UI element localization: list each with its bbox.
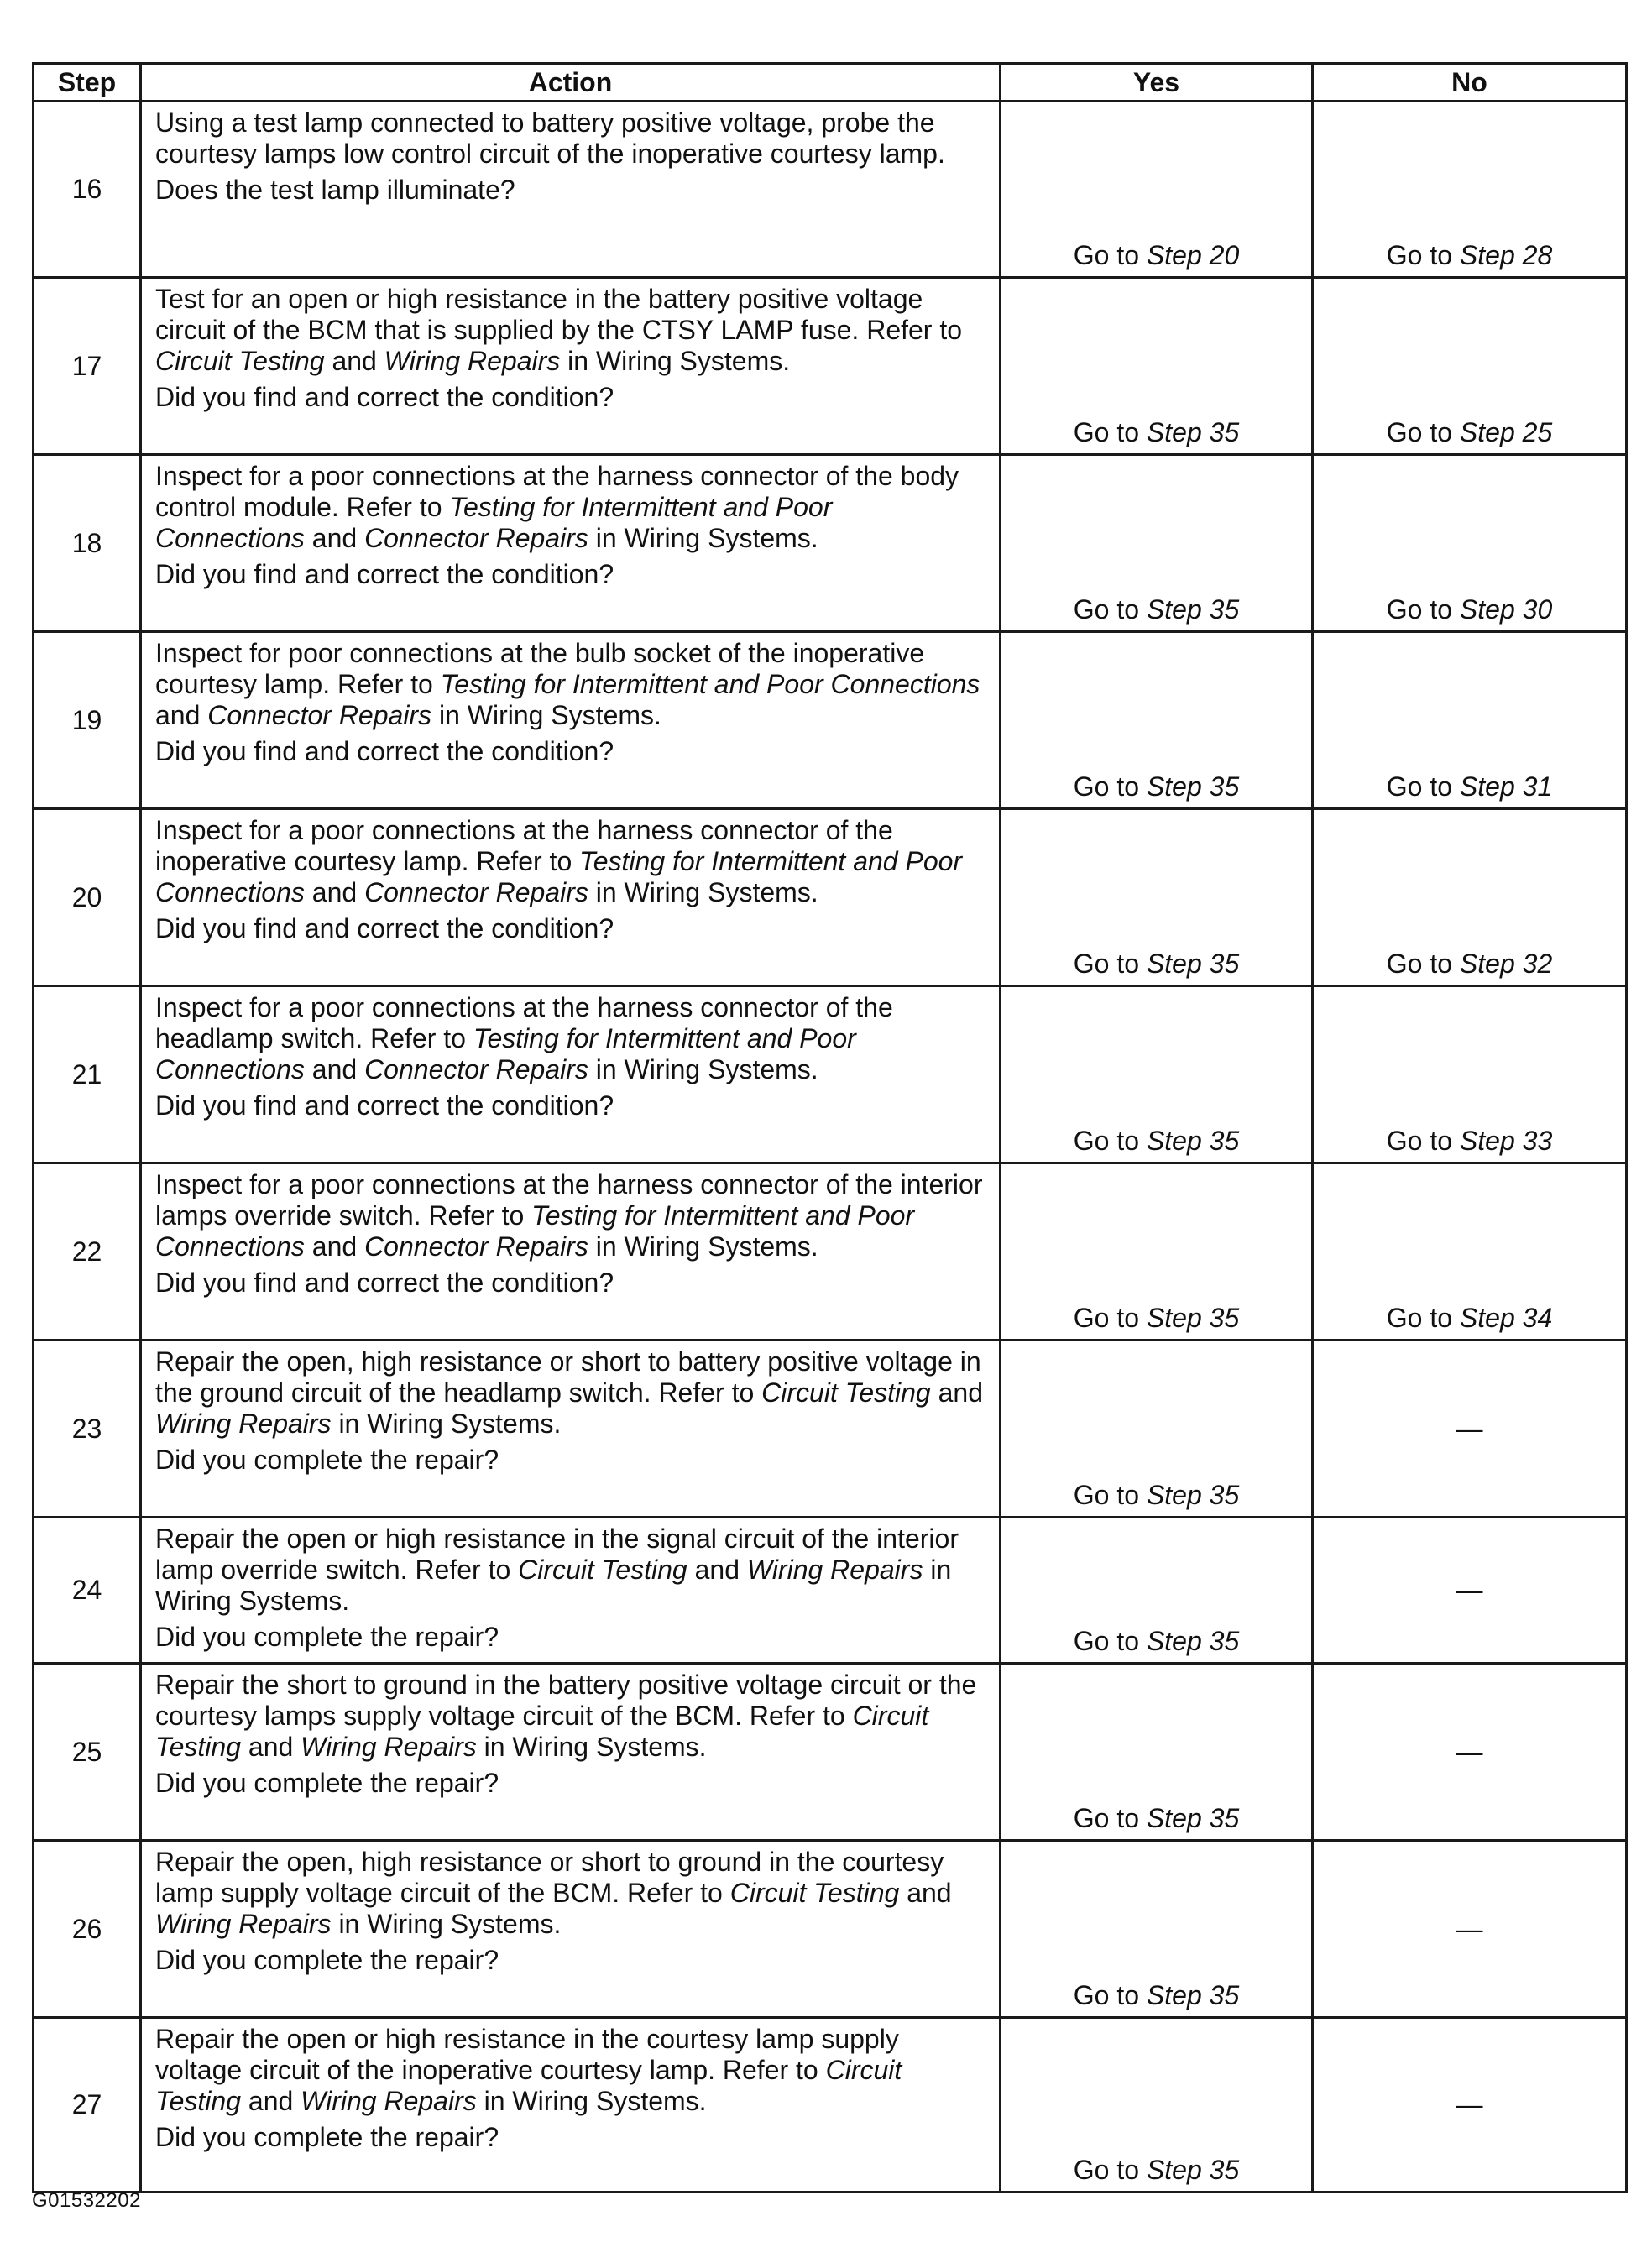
- step-number: 24: [34, 1518, 141, 1664]
- reference-link-text: Circuit Testing: [155, 1701, 929, 1762]
- goto-prefix: Go to: [1073, 1980, 1147, 2010]
- goto-step-reference: Step 32: [1459, 949, 1553, 979]
- action-text: in Wiring Systems.: [331, 1408, 562, 1439]
- action-cell: [141, 632, 1001, 809]
- no-cell: [1313, 1163, 1627, 1341]
- step-number: 26: [34, 1841, 141, 2018]
- table-row: [34, 102, 1627, 278]
- step-number: 21: [34, 986, 141, 1163]
- action-text: in Wiring Systems.: [476, 1732, 707, 1762]
- table-row: [34, 1163, 1627, 1341]
- reference-link-text: Wiring Repairs: [301, 1732, 477, 1762]
- table-row: [34, 809, 1627, 986]
- action-question: Did you complete the repair?: [155, 2122, 499, 2152]
- action-text: Repair the open, high resistance or short to ground in the courtesy lamp supply voltage circuit of the BCM. Refer to: [155, 1847, 944, 1908]
- action-text: Repair the open or high resistance in the signal circuit of the interior lamp override switch. Refer to: [155, 1523, 959, 1585]
- action-question: Did you find and correct the condition?: [155, 382, 614, 412]
- reference-link-text: Connector Repairs: [364, 523, 588, 553]
- goto-prefix: Go to: [1386, 949, 1460, 979]
- goto-prefix: Go to: [1073, 1626, 1147, 1656]
- header-step: Step: [34, 64, 141, 102]
- goto-step-reference: Step 35: [1146, 1480, 1240, 1510]
- no-cell: [1313, 1341, 1627, 1518]
- goto-step-reference: Step 35: [1146, 594, 1240, 625]
- reference-link-text: Testing for Intermittent and Poor Connections: [155, 846, 963, 907]
- action-text: Using a test lamp connected to battery positive voltage, probe the courtesy lamps low control circuit of the inoperative courtesy lamp.: [155, 107, 945, 169]
- action-cell: [141, 1518, 1001, 1664]
- table-row: [34, 1341, 1627, 1518]
- header-row: [34, 64, 1627, 102]
- step-number: 19: [34, 632, 141, 809]
- goto-prefix: Go to: [1386, 1126, 1460, 1156]
- action-text: in Wiring Systems.: [476, 2086, 707, 2116]
- action-question: Did you find and correct the condition?: [155, 913, 614, 943]
- action-text: and: [304, 877, 365, 907]
- reference-link-text: Testing for Intermittent and Poor Connections: [440, 669, 980, 699]
- action-text: in Wiring Systems.: [588, 523, 818, 553]
- step-number: 25: [34, 1664, 141, 1841]
- action-question: Does the test lamp illuminate?: [155, 175, 515, 205]
- action-cell: [141, 455, 1001, 632]
- table-row: [34, 1841, 1627, 2018]
- action-text: in Wiring Systems.: [431, 700, 661, 730]
- step-number: 17: [34, 278, 141, 455]
- reference-link-text: Circuit Testing: [155, 2055, 902, 2116]
- action-description: [155, 1847, 989, 1940]
- goto-prefix: Go to: [1073, 594, 1147, 625]
- goto-step-reference: Step 28: [1459, 240, 1553, 270]
- goto-prefix: Go to: [1073, 1480, 1147, 1510]
- action-text: in Wiring Systems.: [588, 877, 818, 907]
- no-cell: [1313, 1518, 1627, 1664]
- action-cell: [141, 1841, 1001, 2018]
- yes-cell: [1001, 1664, 1313, 1841]
- goto-step-reference: Step 35: [1146, 949, 1240, 979]
- action-description: [155, 815, 989, 908]
- action-text: Inspect for poor connections at the bulb socket of the inoperative courtesy lamp. Refer to: [155, 638, 925, 699]
- step-number: 23: [34, 1341, 141, 1518]
- goto-prefix: Go to: [1073, 2155, 1147, 2185]
- goto-step-reference: Step 35: [1146, 417, 1240, 447]
- reference-link-text: Testing for Intermittent and Poor Connections: [155, 1023, 856, 1084]
- no-cell: [1313, 1841, 1627, 2018]
- yes-cell: [1001, 455, 1313, 632]
- action-text: and: [304, 1054, 365, 1084]
- goto-prefix: Go to: [1073, 1126, 1147, 1156]
- table-row: [34, 278, 1627, 455]
- action-description: [155, 1169, 989, 1262]
- goto-prefix: Go to: [1386, 240, 1460, 270]
- yes-cell: [1001, 1163, 1313, 1341]
- yes-cell: [1001, 278, 1313, 455]
- not-applicable-dash: —: [1456, 1736, 1483, 1767]
- no-cell: [1313, 2018, 1627, 2192]
- goto-step-reference: Step 25: [1459, 417, 1553, 447]
- action-description: [155, 284, 989, 377]
- goto-prefix: Go to: [1386, 417, 1460, 447]
- reference-link-text: Wiring Repairs: [384, 346, 561, 376]
- action-cell: [141, 102, 1001, 278]
- action-cell: [141, 986, 1001, 1163]
- goto-prefix: Go to: [1073, 949, 1147, 979]
- action-description: [155, 1346, 989, 1440]
- step-number: 18: [34, 455, 141, 632]
- action-cell: [141, 2018, 1001, 2192]
- action-text: Repair the short to ground in the battery positive voltage circuit or the courtesy lamps supply voltage circuit of the BCM. Refer to: [155, 1670, 977, 1731]
- action-cell: [141, 278, 1001, 455]
- goto-step-reference: Step 33: [1459, 1126, 1553, 1156]
- goto-step-reference: Step 35: [1146, 2155, 1240, 2185]
- yes-cell: [1001, 1518, 1313, 1664]
- reference-link-text: Connector Repairs: [364, 877, 588, 907]
- action-text: and: [241, 2086, 301, 2116]
- action-text: Inspect for a poor connections at the harness connector of the interior lamps override switch. Refer to: [155, 1169, 983, 1231]
- action-text: and: [687, 1555, 747, 1585]
- header-action: Action: [141, 64, 1001, 102]
- yes-cell: [1001, 986, 1313, 1163]
- reference-link-text: Wiring Repairs: [301, 2086, 477, 2116]
- no-cell: [1313, 632, 1627, 809]
- no-cell: [1313, 102, 1627, 278]
- action-text: and: [304, 1231, 365, 1262]
- action-question: Did you find and correct the condition?: [155, 559, 614, 589]
- no-cell: [1313, 809, 1627, 986]
- action-text: in Wiring Systems.: [588, 1054, 818, 1084]
- action-description: [155, 638, 989, 731]
- table-row: [34, 455, 1627, 632]
- action-text: Inspect for a poor connections at the harness connector of the inoperative courtesy lamp. Refer to: [155, 815, 893, 876]
- goto-step-reference: Step 35: [1146, 771, 1240, 802]
- step-number: 16: [34, 102, 141, 278]
- action-description: [155, 1523, 989, 1617]
- goto-prefix: Go to: [1386, 1303, 1460, 1333]
- reference-link-text: Connector Repairs: [364, 1054, 588, 1084]
- yes-cell: [1001, 809, 1313, 986]
- table-row: [34, 986, 1627, 1163]
- action-question: Did you find and correct the condition?: [155, 736, 614, 766]
- not-applicable-dash: —: [1456, 1913, 1483, 1944]
- no-cell: [1313, 986, 1627, 1163]
- goto-step-reference: Step 35: [1146, 1980, 1240, 2010]
- action-description: [155, 2024, 989, 2117]
- action-text: in Wiring Systems.: [588, 1231, 818, 1262]
- action-cell: [141, 809, 1001, 986]
- figure-id: G01532202: [32, 2189, 141, 2212]
- action-description: [155, 992, 989, 1085]
- goto-prefix: Go to: [1073, 240, 1147, 270]
- reference-link-text: Circuit Testing: [518, 1555, 687, 1585]
- table-row: [34, 632, 1627, 809]
- reference-link-text: Wiring Repairs: [155, 1408, 332, 1439]
- action-text: and: [155, 700, 208, 730]
- goto-step-reference: Step 35: [1146, 1803, 1240, 1833]
- yes-cell: [1001, 1841, 1313, 2018]
- table-row: [34, 1664, 1627, 1841]
- reference-link-text: Circuit Testing: [729, 1878, 900, 1908]
- not-applicable-dash: —: [1456, 1575, 1483, 1605]
- goto-step-reference: Step 31: [1459, 771, 1553, 802]
- reference-link-text: Wiring Repairs: [746, 1555, 923, 1585]
- yes-cell: [1001, 1341, 1313, 1518]
- diagnostic-steps-table: [32, 62, 1628, 2193]
- table-row: [34, 1518, 1627, 1664]
- reference-link-text: Connector Repairs: [364, 1231, 588, 1262]
- goto-prefix: Go to: [1386, 594, 1460, 625]
- goto-step-reference: Step 20: [1146, 240, 1240, 270]
- action-text: Inspect for a poor connections at the harness connector of the headlamp switch. Refer to: [155, 992, 893, 1053]
- action-question: Did you complete the repair?: [155, 1445, 499, 1475]
- reference-link-text: Connector Repairs: [207, 700, 432, 730]
- reference-link-text: Testing for Intermittent and Poor Connections: [155, 1200, 915, 1262]
- reference-link-text: Circuit Testing: [761, 1377, 931, 1408]
- action-text: and: [304, 523, 365, 553]
- action-text: Inspect for a poor connections at the harness connector of the body control module. Refer to: [155, 461, 959, 522]
- goto-prefix: Go to: [1073, 771, 1147, 802]
- step-number: 20: [34, 809, 141, 986]
- goto-prefix: Go to: [1073, 1303, 1147, 1333]
- goto-step-reference: Step 35: [1146, 1126, 1240, 1156]
- action-cell: [141, 1341, 1001, 1518]
- reference-link-text: Testing for Intermittent and Poor Connections: [155, 492, 833, 553]
- action-text: in Wiring Systems.: [331, 1909, 562, 1939]
- not-applicable-dash: —: [1456, 2089, 1483, 2119]
- action-text: Test for an open or high resistance in the battery positive voltage circuit of the BCM that is supplied by the CTSY LAMP fuse. Refer to: [155, 284, 963, 345]
- goto-step-reference: Step 34: [1459, 1303, 1553, 1333]
- yes-cell: [1001, 102, 1313, 278]
- goto-step-reference: Step 35: [1146, 1626, 1240, 1656]
- action-question: Did you find and correct the condition?: [155, 1090, 614, 1121]
- action-description: [155, 107, 989, 170]
- action-question: Did you complete the repair?: [155, 1945, 499, 1975]
- action-text: in Wiring Systems.: [155, 1555, 952, 1616]
- not-applicable-dash: —: [1456, 1413, 1483, 1444]
- goto-prefix: Go to: [1386, 771, 1460, 802]
- action-text: and: [930, 1377, 983, 1408]
- step-number: 27: [34, 2018, 141, 2192]
- goto-step-reference: Step 30: [1459, 594, 1553, 625]
- action-text: and: [899, 1878, 952, 1908]
- reference-link-text: Circuit Testing: [155, 346, 325, 376]
- action-text: Repair the open or high resistance in the courtesy lamp supply voltage circuit of the inoperative courtesy lamp. Refer to: [155, 2024, 899, 2085]
- action-text: and: [241, 1732, 301, 1762]
- no-cell: [1313, 455, 1627, 632]
- action-text: in Wiring Systems.: [560, 346, 791, 376]
- action-question: Did you complete the repair?: [155, 1768, 499, 1798]
- header-yes: Yes: [1001, 64, 1313, 102]
- reference-link-text: Wiring Repairs: [155, 1909, 332, 1939]
- action-description: [155, 461, 989, 554]
- goto-prefix: Go to: [1073, 1803, 1147, 1833]
- yes-cell: [1001, 2018, 1313, 2192]
- step-number: 22: [34, 1163, 141, 1341]
- action-question: Did you find and correct the condition?: [155, 1267, 614, 1298]
- action-cell: [141, 1664, 1001, 1841]
- no-cell: [1313, 1664, 1627, 1841]
- action-text: Repair the open, high resistance or short to battery positive voltage in the ground circuit of the headlamp switch. Refer to: [155, 1346, 981, 1408]
- table-row: [34, 2018, 1627, 2192]
- goto-step-reference: Step 35: [1146, 1303, 1240, 1333]
- action-description: [155, 1670, 989, 1763]
- yes-cell: [1001, 632, 1313, 809]
- table-body: [34, 102, 1627, 2192]
- action-text: and: [324, 346, 384, 376]
- action-cell: [141, 1163, 1001, 1341]
- action-question: Did you complete the repair?: [155, 1622, 499, 1652]
- header-no: No: [1313, 64, 1627, 102]
- goto-prefix: Go to: [1073, 417, 1147, 447]
- no-cell: [1313, 278, 1627, 455]
